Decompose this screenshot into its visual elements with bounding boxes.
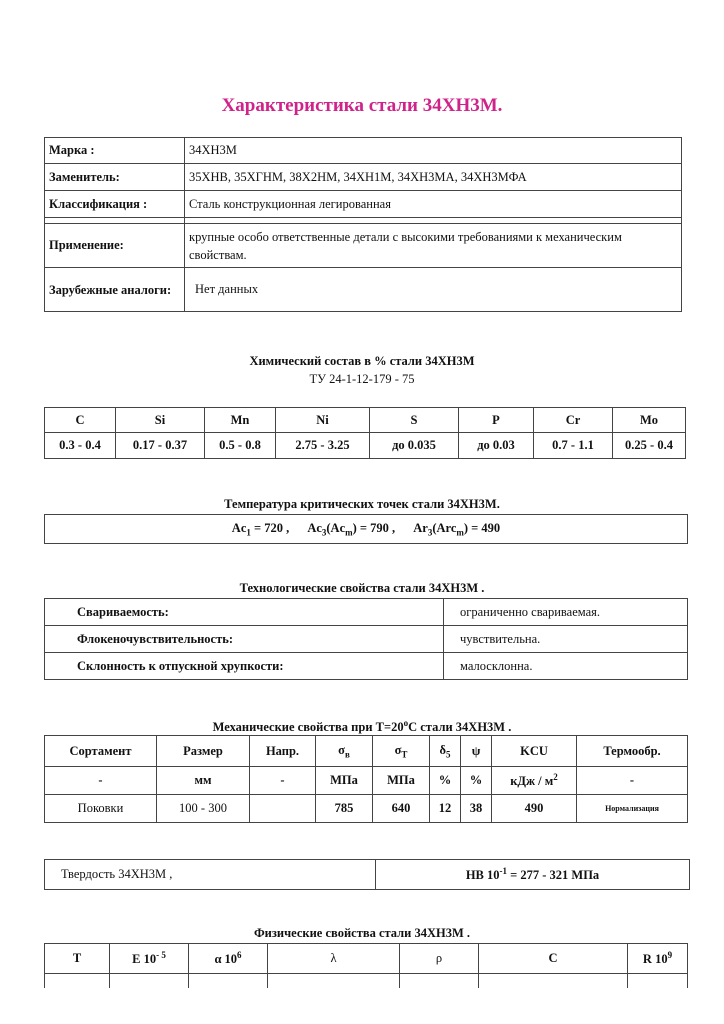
chem-value: 0.5 - 0.8 (205, 433, 276, 459)
mech-u-kcu (492, 767, 577, 795)
mech-h-delta (430, 736, 461, 767)
ac3-paren-sub: m (345, 527, 353, 538)
mech-h-sigma-t (373, 736, 430, 767)
chem-header: Si (116, 408, 205, 433)
application-label: Применение: (45, 224, 185, 268)
sigma-b-sub: в (344, 749, 350, 760)
ar3-sub: 3 (427, 527, 433, 538)
tech-value: малосклонна. (444, 653, 688, 680)
foreign-analogs-label: Зарубежные аналоги: (45, 268, 185, 312)
grade-value: 34ХН3М (185, 138, 682, 164)
hardness-prefix: HB 10 (465, 868, 500, 883)
mech-u-sigma-b: МПа (316, 767, 373, 795)
ac1-label: Ac (231, 521, 247, 535)
mech-u-delta: % (430, 767, 461, 795)
mech-h-psi: ψ (461, 736, 492, 767)
chem-value: до 0.035 (370, 433, 459, 459)
general-info-table (44, 137, 682, 312)
mech-h-kcu: KCU (492, 736, 577, 767)
delta-symbol: δ (439, 742, 446, 757)
ac1-sub: 1 (246, 527, 251, 538)
mech-v-direction (250, 795, 316, 823)
ar3-value: ) = 490 (463, 521, 501, 535)
phys-h-lambda: λ (268, 944, 400, 974)
mech-u-treatment: - (577, 767, 688, 795)
mech-v-kcu: 490 (492, 795, 577, 823)
phys-alpha-sup: 6 (237, 949, 242, 960)
chem-header: C (45, 408, 116, 433)
mech-v-size: 100 - 300 (157, 795, 250, 823)
physical-table (44, 943, 688, 988)
mech-v-treatment: Нормализация (577, 795, 688, 823)
phys-h-c: C (479, 944, 628, 974)
mech-title-prefix: Механические свойства при Т=20 (212, 720, 404, 735)
substitute-value: 35ХНВ, 35ХГНМ, 38Х2НМ, 34ХН1М, 34ХН3МА, 34ХН3МФА (185, 164, 682, 191)
grade-label: Марка : (45, 138, 185, 164)
phys-h-rho: ρ (400, 944, 479, 974)
chem-header: Mn (205, 408, 276, 433)
mech-table (44, 735, 688, 823)
mech-title-sup: o (403, 718, 409, 728)
application-value: крупные особо ответственные детали с высокими требованиями к механическим свойствам. (185, 224, 682, 268)
tech-table (44, 598, 688, 680)
mech-title (0, 718, 724, 735)
mech-u-psi: % (461, 767, 492, 795)
sigma-t-symbol: σ (394, 742, 402, 757)
ar3-paren: (Arc (432, 521, 457, 535)
ac3-value: ) = 790 , (352, 521, 396, 535)
chem-value: 0.3 - 0.4 (45, 433, 116, 459)
phys-r-label: R 10 (642, 952, 668, 967)
hardness-table (44, 859, 690, 890)
tech-label: Флокеночувствительность: (45, 626, 444, 653)
phys-r-sup: 9 (667, 949, 673, 960)
mech-v-sigma-t: 640 (373, 795, 430, 823)
mech-u-assortment: - (45, 767, 157, 795)
critical-points-box (44, 514, 688, 544)
hardness-suffix: = 277 - 321 МПа (510, 868, 600, 883)
chem-value: 0.17 - 0.37 (116, 433, 205, 459)
chem-header: Ni (276, 408, 370, 433)
ac3-paren: (Ac (326, 521, 346, 535)
critical-title: Температура критических точек стали 34ХН3М. (224, 497, 500, 511)
phys-e-sup: - 5 (156, 949, 166, 960)
chemical-standard: ТУ 24-1-12-179 - 75 (309, 372, 415, 386)
page-title: Характеристика стали 34ХН3М. (221, 95, 503, 116)
chemical-table (44, 407, 686, 459)
mech-v-delta: 12 (430, 795, 461, 823)
mech-u-sigma-t: МПа (373, 767, 430, 795)
tech-title: Технологические свойства стали 34ХН3М . (239, 581, 485, 595)
tech-value: чувствительна. (444, 626, 688, 653)
tech-value: ограниченно свариваемая. (444, 599, 688, 626)
ac1-value: = 720 , (254, 521, 290, 535)
sigma-b-symbol: σ (338, 742, 345, 757)
phys-alpha-label: α 10 (214, 952, 238, 967)
mech-v-psi: 38 (461, 795, 492, 823)
mech-h-direction: Напр. (250, 736, 316, 767)
chem-header: Mo (613, 408, 686, 433)
mech-u-size: мм (157, 767, 250, 795)
chem-value: 0.7 - 1.1 (534, 433, 613, 459)
mech-v-sigma-b: 785 (316, 795, 373, 823)
delta-sub: 5 (446, 749, 451, 760)
mech-u-direction: - (250, 767, 316, 795)
chem-header: S (370, 408, 459, 433)
tech-label: Свариваемость: (45, 599, 444, 626)
chem-value: 0.25 - 0.4 (613, 433, 686, 459)
phys-h-e (110, 944, 189, 974)
sigma-t-sub: T (401, 749, 408, 760)
chem-value: до 0.03 (459, 433, 534, 459)
tech-label: Склонность к отпускной хрупкости: (45, 653, 444, 680)
mech-h-treatment: Термообр. (577, 736, 688, 767)
phys-h-alpha (189, 944, 268, 974)
chem-value: 2.75 - 3.25 (276, 433, 370, 459)
substitute-label: Заменитель: (45, 164, 185, 191)
chem-header: P (459, 408, 534, 433)
hardness-sup: -1 (499, 865, 507, 876)
hardness-label: Твердость 34ХН3М , (45, 860, 376, 890)
classification-label: Классификация : (45, 191, 185, 218)
mech-title-suffix: С стали 34ХН3М . (408, 720, 512, 735)
kcu-unit: кДж / м (510, 774, 554, 789)
ac3-label: Ac (307, 521, 322, 535)
chem-header: Cr (534, 408, 613, 433)
kcu-unit-sup: 2 (553, 771, 558, 782)
phys-e-label: E 10 (132, 952, 157, 967)
mech-h-assortment: Сортамент (45, 736, 157, 767)
physical-title: Физические свойства стали 34ХН3М . (253, 926, 471, 940)
mech-h-size: Размер (157, 736, 250, 767)
ac3-sub: 3 (321, 527, 327, 538)
phys-h-t: T (45, 944, 110, 974)
chemical-title: Химический состав в % стали 34ХН3М (249, 354, 475, 368)
phys-h-r (628, 944, 688, 974)
classification-value: Сталь конструкционная легированная (185, 191, 682, 218)
ar3-paren-sub: m (456, 527, 464, 538)
foreign-analogs-value: Нет данных (185, 268, 682, 312)
mech-v-assortment: Поковки (45, 795, 157, 823)
mech-h-sigma-b (316, 736, 373, 767)
ar3-label: Ar (413, 521, 428, 535)
hardness-value (376, 860, 690, 890)
